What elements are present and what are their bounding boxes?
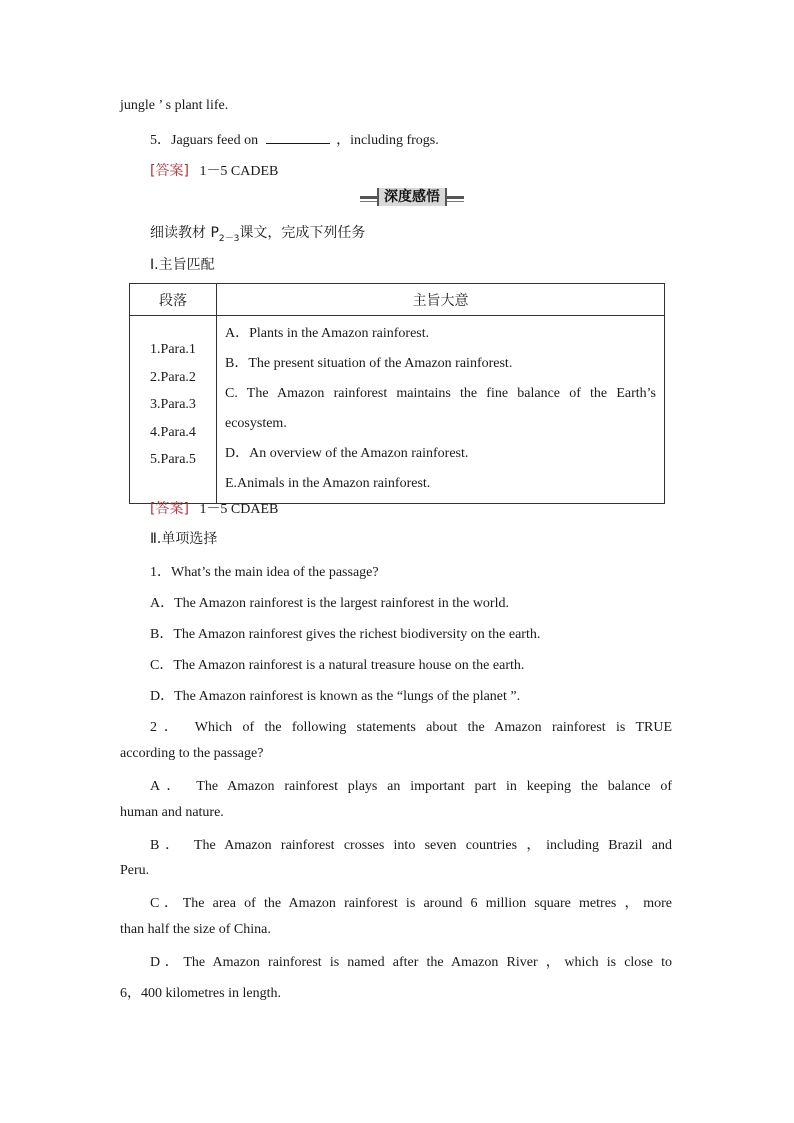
- question-2-stem-continued: according to the passage?: [120, 746, 264, 761]
- answer-label: [答案]: [150, 163, 189, 179]
- q2-option-d-continued: 6，400 kilometres in length.: [120, 986, 281, 1001]
- q2-option-b: B． The Amazon rainforest crosses into seven countries ，including Brazil and: [150, 838, 672, 853]
- header-main-idea: 主旨大意: [217, 284, 665, 316]
- q2-option-c-continued: than half the size of China.: [120, 922, 271, 937]
- text-line: jungle ’ s plant life.: [120, 98, 229, 113]
- idea-item: E.Animals in the Amazon rainforest.: [225, 476, 431, 491]
- q1-option-a: A．The Amazon rainforest is the largest rainforest in the world.: [150, 596, 509, 611]
- instruction-prefix: 细读教材 P: [150, 225, 219, 241]
- answer-value: 1－5 CDAEB: [199, 502, 279, 517]
- q2-option-d: D．The Amazon rainforest is named after the Amazon River ，which is close to: [150, 955, 672, 970]
- table-body-row: [130, 316, 665, 504]
- para-item: 5.Para.5: [150, 452, 196, 467]
- idea-item: C. The Amazon rainforest maintains the fine balance of the Earth’s: [225, 386, 656, 401]
- table-header-row: [130, 284, 665, 316]
- question-1-stem: 1．What’s the main idea of the passage?: [150, 565, 379, 580]
- idea-item: B．The present situation of the Amazon rainforest.: [225, 356, 513, 371]
- q2-option-a: A． The Amazon rainforest plays an important part in keeping the balance of: [150, 779, 672, 794]
- question-5: [150, 129, 439, 149]
- q2-option-b-continued: Peru.: [120, 863, 150, 878]
- main-idea-list: [217, 316, 665, 504]
- question-5-suffix: ，including frogs.: [336, 133, 439, 148]
- answer-line: [150, 160, 278, 180]
- idea-item-continued: ecosystem.: [225, 416, 287, 431]
- idea-item: D．An overview of the Amazon rainforest.: [225, 446, 469, 461]
- section-1-title: Ⅰ.主旨匹配: [150, 257, 215, 273]
- para-item: 3.Para.3: [150, 397, 196, 412]
- banner-label: 深度感悟: [377, 188, 447, 206]
- q1-option-d: D．The Amazon rainforest is known as the “lungs of the planet ”.: [150, 689, 521, 704]
- matching-table: [129, 283, 665, 504]
- para-item: 2.Para.2: [150, 369, 196, 385]
- section-2-title: Ⅱ.单项选择: [150, 531, 218, 547]
- para-item: 4.Para.4: [150, 424, 196, 440]
- q1-option-b: B．The Amazon rainforest gives the richest biodiversity on the earth.: [150, 627, 541, 642]
- q2-option-c: C．The area of the Amazon rainforest is around 6 million square metres ，more: [150, 896, 672, 911]
- para-item: 1.Para.1: [150, 342, 196, 357]
- idea-item: A．Plants in the Amazon rainforest.: [225, 326, 430, 341]
- instruction-suffix: 课文，完成下列任务: [239, 225, 366, 241]
- answer-value: 1－5 CADEB: [199, 164, 279, 179]
- q1-option-c: C．The Amazon rainforest is a natural treasure house on the earth.: [150, 658, 525, 673]
- answer-label: [答案]: [150, 501, 189, 517]
- answer-line: [150, 498, 278, 518]
- question-2-stem: 2． Which of the following statements about the Amazon rainforest is TRUE: [150, 720, 672, 735]
- section-banner: [360, 188, 464, 206]
- instruction-subscript: 2－3: [218, 233, 240, 244]
- instruction: [150, 222, 365, 244]
- question-5-prefix: 5．Jaguars feed on: [150, 133, 259, 148]
- header-paragraph: 段落: [130, 284, 217, 316]
- paragraph-list: [130, 316, 217, 504]
- q2-option-a-continued: human and nature.: [120, 805, 224, 820]
- answer-blank: [266, 131, 330, 144]
